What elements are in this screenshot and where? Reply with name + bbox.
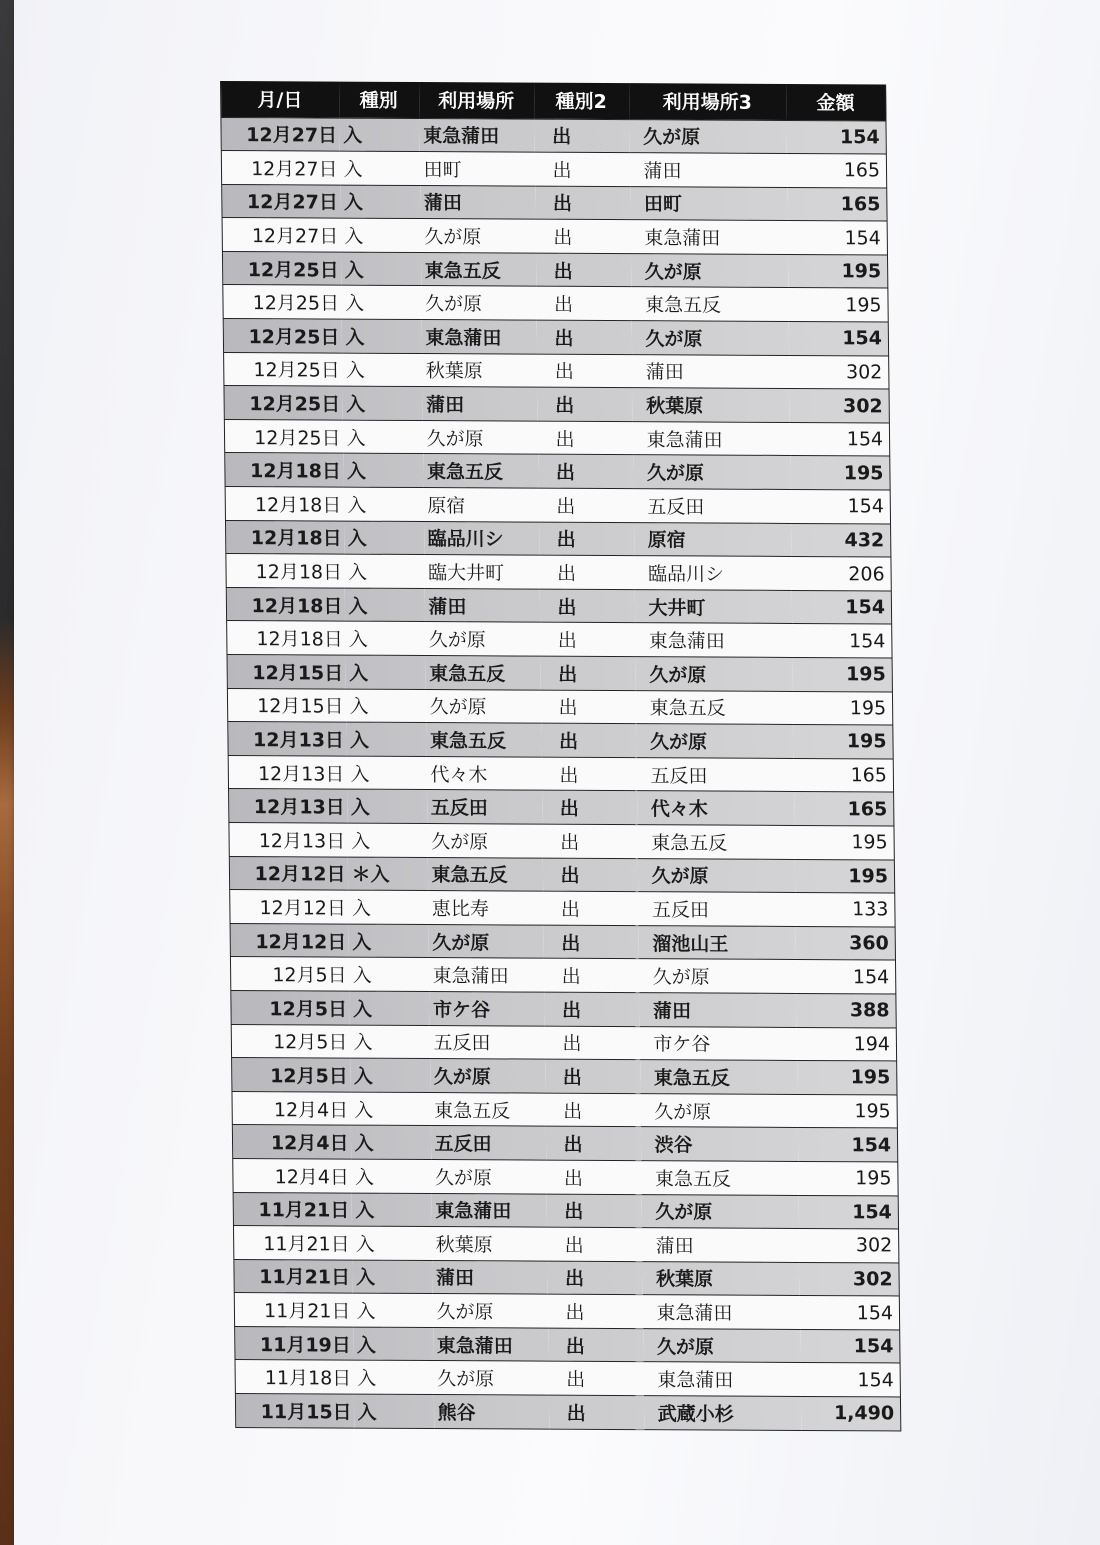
- cell-date: 12月4日: [273, 1098, 349, 1122]
- cell-type: 入: [354, 1099, 374, 1122]
- cell-amount: 154: [842, 327, 883, 350]
- cell-type: 入: [348, 595, 368, 618]
- table-row: [235, 1326, 900, 1363]
- cell-type2: 出: [565, 1301, 585, 1324]
- cell-amount: 206: [848, 562, 885, 585]
- table-row: [228, 722, 893, 759]
- cell-amount: 154: [845, 596, 886, 619]
- cell-place: 五反田: [430, 797, 488, 820]
- table-row: [222, 184, 887, 221]
- cell-date: 11月21日: [263, 1233, 350, 1256]
- cell-amount: 154: [852, 1201, 892, 1224]
- cell-place: 田町: [423, 158, 462, 182]
- cell-place3: 東急蒲田: [657, 1369, 734, 1392]
- cell-date: 11月21日: [258, 1199, 350, 1222]
- cell-place: 東急五反: [431, 864, 508, 887]
- cell-place: 久が原: [432, 931, 490, 954]
- cell-type2: 出: [557, 629, 577, 653]
- cell-place: 代々木: [430, 763, 488, 786]
- cell-amount: 165: [840, 193, 881, 216]
- cell-date: 12月25日: [252, 292, 340, 315]
- table-row: [229, 822, 894, 859]
- cell-date: 11月18日: [264, 1367, 352, 1390]
- cell-amount: 195: [843, 461, 884, 485]
- cell-type: 入: [344, 225, 364, 248]
- cell-type: 入: [346, 393, 366, 416]
- cell-date: 12月18日: [254, 493, 342, 517]
- cell-type: 入: [346, 460, 367, 483]
- cell-type2: 出: [565, 1335, 586, 1358]
- table-row: [233, 1192, 898, 1229]
- cell-place3: 久が原: [656, 1335, 715, 1359]
- cell-date: 11月21日: [259, 1266, 351, 1290]
- cell-place: 市ケ谷: [432, 998, 491, 1022]
- cell-place3: 大井町: [648, 596, 706, 620]
- cell-place3: 五反田: [650, 764, 708, 788]
- cell-type2: 出: [557, 596, 577, 619]
- cell-type: 入: [343, 192, 364, 215]
- cell-amount: 195: [845, 294, 882, 317]
- cell-date: 11月15日: [260, 1400, 352, 1424]
- cell-date: 12月25日: [253, 359, 340, 383]
- cell-type: 入: [356, 1334, 376, 1357]
- cell-place3: 久が原: [645, 328, 703, 351]
- table-body: [221, 117, 901, 1431]
- cell-type2: 出: [563, 1167, 584, 1190]
- table-row: [227, 688, 892, 725]
- cell-place3: 蒲田: [645, 361, 684, 384]
- cell-date: 12月5日: [269, 997, 348, 1021]
- cell-place: 東急蒲田: [435, 1200, 512, 1223]
- cell-place3: 東急五反: [653, 1067, 730, 1090]
- cell-type: 入: [350, 763, 370, 786]
- cell-amount: 154: [847, 495, 884, 518]
- cell-type2: 出: [564, 1201, 584, 1224]
- cell-date: 12月27日: [246, 191, 339, 215]
- cell-amount: 154: [839, 126, 880, 149]
- table-row: [223, 285, 888, 322]
- cell-date: 11月21日: [263, 1300, 351, 1323]
- cell-type: 入: [345, 360, 365, 383]
- cell-type2: 出: [552, 126, 572, 149]
- cell-place3: 東急蒲田: [648, 630, 726, 653]
- cell-place3: 東急蒲田: [644, 227, 721, 250]
- cell-place: 東急五反: [429, 730, 507, 753]
- header-row: [221, 81, 886, 120]
- cell-amount: 302: [842, 394, 883, 417]
- cell-type2: 出: [566, 1368, 586, 1392]
- cell-place: 東急蒲田: [425, 326, 502, 350]
- cell-type2: 出: [561, 965, 581, 988]
- cell-type: 入: [352, 931, 372, 954]
- table-row: [223, 319, 888, 356]
- cell-type: 入: [346, 427, 366, 450]
- cell-type: 入: [343, 124, 363, 148]
- cell-amount: 195: [851, 831, 888, 854]
- cell-place3: 秋葉原: [646, 395, 704, 418]
- cell-type: 入: [347, 528, 367, 551]
- cell-amount: 360: [848, 932, 889, 955]
- cell-type2: 出: [555, 428, 575, 451]
- cell-type: 入: [349, 696, 369, 719]
- cell-place3: 久が原: [643, 126, 701, 149]
- cell-date: 12月18日: [251, 594, 343, 618]
- cell-place: 原宿: [427, 494, 466, 518]
- cell-type: 入: [347, 561, 368, 584]
- cell-place: 久が原: [426, 427, 484, 450]
- table-row: [232, 1125, 897, 1162]
- cell-type2: 出: [564, 1234, 584, 1257]
- table-row: [222, 251, 887, 288]
- table-row: [222, 218, 887, 255]
- table-row: [224, 419, 889, 456]
- cell-amount: 302: [845, 361, 883, 384]
- cell-type2: 出: [562, 1066, 582, 1089]
- table-row: [231, 990, 896, 1027]
- cell-type: 入: [354, 1132, 374, 1155]
- cell-place3: 東急五反: [644, 294, 722, 317]
- cell-type2: 出: [558, 663, 578, 686]
- table-row: [234, 1259, 899, 1296]
- cell-date: 12月25日: [249, 393, 341, 416]
- cell-type2: 出: [558, 697, 578, 720]
- cell-amount: 154: [851, 1133, 892, 1157]
- header-place3: 利用場所3: [662, 91, 752, 115]
- cell-place: 臨大井町: [427, 562, 505, 585]
- cell-place3: 蒲田: [655, 1235, 694, 1258]
- cell-type2: 出: [563, 1133, 583, 1156]
- cell-date: 12月25日: [254, 426, 341, 450]
- cell-place: 蒲田: [423, 192, 463, 215]
- cell-place: 臨品川シ: [427, 528, 504, 551]
- cell-amount: 154: [853, 1335, 894, 1358]
- cell-amount: 195: [848, 865, 889, 888]
- cell-type2: 出: [561, 932, 581, 955]
- cell-type2: 出: [560, 865, 580, 888]
- table-row: [226, 554, 891, 591]
- table-row: [229, 856, 894, 893]
- table-row: [224, 352, 889, 389]
- cell-place: 五反田: [434, 1133, 492, 1156]
- cell-type: 入: [350, 796, 370, 819]
- cell-place3: 渋谷: [654, 1134, 693, 1157]
- header-type2: 種別2: [555, 91, 607, 114]
- cell-type: 入: [355, 1267, 376, 1290]
- cell-place3: 東急蒲田: [646, 428, 723, 452]
- table-row: [230, 890, 895, 927]
- cell-amount: 165: [847, 797, 888, 821]
- table-row: [221, 151, 886, 188]
- cell-place: 東急五反: [429, 662, 506, 686]
- table-row: [232, 1058, 897, 1095]
- cell-type: 入: [349, 729, 370, 752]
- cell-place3: 蒲田: [643, 160, 682, 183]
- cell-place: 東急蒲田: [436, 1334, 513, 1358]
- cell-place: 五反田: [433, 1032, 491, 1055]
- cell-date: 12月4日: [274, 1165, 350, 1189]
- cell-date: 12月15日: [257, 695, 344, 718]
- cell-type: 入: [351, 830, 371, 853]
- header-type: 種別: [359, 89, 398, 113]
- cell-place3: 久が原: [655, 1201, 713, 1224]
- cell-type: 入: [349, 662, 369, 685]
- cell-amount: 432: [844, 529, 885, 552]
- cell-type2: 出: [562, 1033, 582, 1056]
- cell-date: 12月13日: [253, 796, 345, 819]
- cell-place: 久が原: [431, 830, 489, 854]
- cell-amount: 133: [852, 898, 889, 921]
- cell-type: 入: [347, 494, 367, 517]
- cell-type: 入: [357, 1401, 377, 1424]
- cell-place3: 五反田: [651, 899, 710, 922]
- cell-type2: 出: [554, 361, 574, 384]
- cell-type2: 出: [563, 1100, 583, 1123]
- cell-type2: 出: [556, 495, 576, 518]
- cell-date: 12月12日: [255, 930, 347, 954]
- cell-place3: 原宿: [647, 529, 686, 552]
- cell-date: 12月18日: [256, 628, 343, 651]
- cell-place3: 五反田: [647, 496, 705, 519]
- cell-amount: 195: [845, 663, 886, 686]
- table-row: [227, 621, 892, 658]
- cell-type2: 出: [556, 562, 577, 585]
- cell-type: 入: [344, 259, 364, 282]
- cell-date: 12月27日: [246, 124, 338, 147]
- cell-date: 12月12日: [254, 863, 346, 886]
- cell-place3: 東急五反: [651, 831, 728, 855]
- cell-place: 久が原: [436, 1301, 494, 1324]
- cell-amount: 195: [841, 260, 882, 283]
- header-date: 月/日: [257, 89, 303, 112]
- cell-amount: 154: [846, 428, 884, 451]
- cell-place3: 久が原: [646, 462, 705, 485]
- table-row: [233, 1158, 898, 1195]
- table-row: [225, 487, 890, 524]
- cell-place3: 田町: [643, 193, 683, 216]
- cell-type2: 出: [552, 193, 573, 216]
- table-row: [232, 1091, 897, 1128]
- cell-date: 12月27日: [251, 158, 338, 181]
- cell-date: 12月18日: [249, 460, 342, 483]
- cell-type: 入: [353, 1065, 373, 1088]
- cell-place: 東急蒲田: [432, 965, 509, 988]
- cell-amount: 195: [849, 697, 887, 720]
- cell-place: 秋葉原: [435, 1233, 493, 1257]
- cell-type: 入: [352, 998, 373, 1021]
- cell-type: ＊入: [351, 863, 390, 887]
- cell-place: 蒲田: [428, 595, 467, 618]
- cell-place3: 東急五反: [649, 697, 726, 720]
- cell-place3: 秋葉原: [655, 1268, 714, 1291]
- cell-type2: 出: [554, 327, 574, 350]
- transit-history-table: [220, 81, 901, 1431]
- cell-type2: 出: [553, 293, 574, 317]
- cell-amount: 195: [846, 730, 887, 753]
- cell-place: 久が原: [424, 293, 483, 316]
- cell-type: 入: [354, 1166, 375, 1189]
- cell-amount: 194: [853, 1033, 891, 1056]
- cell-type2: 出: [553, 260, 573, 283]
- cell-type2: 出: [561, 999, 582, 1022]
- table-header: [221, 81, 886, 120]
- table-row: [230, 957, 895, 994]
- cell-type: 入: [355, 1233, 375, 1256]
- cell-type: 入: [353, 1031, 373, 1055]
- cell-type2: 出: [556, 529, 576, 552]
- table-row: [225, 453, 890, 490]
- table-row: [224, 386, 889, 423]
- cell-place3: 久が原: [644, 260, 702, 284]
- cell-type2: 出: [559, 764, 579, 787]
- cell-date: 12月25日: [247, 258, 339, 282]
- cell-date: 12月5日: [272, 964, 347, 987]
- cell-place3: 代々木: [650, 798, 708, 821]
- cell-type: 入: [351, 897, 372, 920]
- table-row: [226, 587, 891, 624]
- cell-date: 12月27日: [251, 225, 339, 248]
- cell-date: 12月13日: [258, 829, 346, 853]
- cell-place3: 臨品川シ: [647, 563, 725, 586]
- table-row: [235, 1394, 900, 1431]
- cell-place3: 久が原: [652, 966, 710, 989]
- cell-type: 入: [356, 1300, 376, 1323]
- cell-place: 東急五反: [434, 1099, 511, 1122]
- cell-date: 12月15日: [252, 661, 344, 685]
- cell-amount: 195: [854, 1100, 891, 1123]
- cell-place: 久が原: [434, 1166, 493, 1190]
- cell-place3: 久が原: [654, 1100, 712, 1124]
- cell-place: 秋葉原: [425, 360, 483, 383]
- cell-date: 12月4日: [270, 1132, 349, 1155]
- cell-type: 入: [348, 628, 368, 651]
- cell-amount: 154: [848, 629, 886, 653]
- cell-type: 入: [345, 326, 365, 349]
- cell-date: 12月13日: [252, 729, 345, 752]
- table-row: [228, 755, 893, 792]
- cell-place3: 久が原: [649, 731, 708, 754]
- cell-amount: 302: [855, 1234, 893, 1257]
- cell-date: 12月13日: [257, 762, 345, 786]
- cell-amount: 154: [857, 1369, 894, 1392]
- cell-place3: 久が原: [649, 664, 707, 687]
- cell-amount: 388: [849, 999, 890, 1022]
- cell-place3: 武蔵小杉: [657, 1403, 734, 1426]
- cell-type2: 出: [558, 730, 579, 753]
- cell-place3: 蒲田: [652, 999, 692, 1023]
- cell-place: 久が原: [429, 696, 487, 719]
- cell-place: 東急蒲田: [423, 125, 500, 148]
- cell-place: 熊谷: [437, 1401, 476, 1425]
- cell-type: 入: [344, 292, 365, 316]
- header-amount: 金額: [816, 92, 855, 115]
- cell-type2: 出: [555, 461, 576, 485]
- cell-type: 入: [343, 158, 363, 181]
- cell-type2: 出: [560, 898, 581, 921]
- cell-type2: 出: [560, 831, 580, 854]
- transit-history-table-container: [220, 81, 900, 1431]
- cell-date: 12月18日: [250, 527, 342, 551]
- cell-place3: 東急蒲田: [656, 1302, 733, 1325]
- cell-place: 東急五反: [426, 461, 504, 484]
- cell-place: 東急五反: [424, 259, 501, 283]
- table-row: [234, 1293, 899, 1330]
- cell-date: 12月5日: [273, 1031, 348, 1054]
- cell-date: 12月25日: [248, 325, 340, 349]
- cell-place: 蒲田: [435, 1267, 475, 1290]
- table-row: [230, 923, 895, 960]
- cell-date: 12月5日: [269, 1065, 348, 1088]
- cell-place3: 久が原: [651, 865, 709, 888]
- cell-type2: 出: [559, 797, 579, 820]
- cell-place: 久が原: [424, 226, 482, 249]
- cell-type2: 出: [555, 394, 575, 417]
- cell-place3: 市ケ谷: [653, 1033, 711, 1056]
- cell-type: 入: [357, 1367, 377, 1390]
- table-row: [235, 1360, 900, 1397]
- table-row: [227, 654, 892, 691]
- cell-amount: 165: [843, 159, 881, 182]
- cell-amount: 302: [852, 1268, 893, 1291]
- cell-amount: 165: [850, 764, 888, 787]
- cell-place3: 溜池山王: [652, 932, 729, 956]
- cell-type2: 出: [553, 226, 573, 249]
- table-row: [231, 1024, 896, 1061]
- cell-amount: 154: [844, 226, 881, 250]
- cell-place: 蒲田: [426, 394, 465, 417]
- cell-place: 久が原: [437, 1368, 495, 1391]
- cell-amount: 195: [850, 1066, 891, 1089]
- cell-type2: 出: [566, 1402, 586, 1425]
- cell-amount: 1,490: [833, 1402, 895, 1425]
- cell-type: 入: [355, 1199, 375, 1223]
- cell-type: 入: [352, 964, 372, 987]
- cell-place: 久が原: [433, 1065, 491, 1089]
- cell-place3: 東急五反: [654, 1167, 732, 1191]
- table-row: [229, 789, 894, 826]
- cell-date: 12月12日: [259, 897, 347, 920]
- cell-amount: 154: [852, 965, 890, 989]
- cell-date: 11月19日: [259, 1333, 351, 1357]
- cell-amount: 154: [856, 1301, 894, 1325]
- cell-type2: 出: [564, 1268, 585, 1291]
- cell-place: 恵比寿: [431, 898, 490, 921]
- table-row: [221, 117, 886, 154]
- cell-date: 12月18日: [255, 561, 343, 584]
- table-row: [233, 1226, 898, 1263]
- cell-amount: 195: [855, 1167, 892, 1190]
- cell-type2: 出: [552, 159, 572, 182]
- table-row: [225, 520, 890, 557]
- cell-place: 久が原: [428, 629, 486, 652]
- header-place: 利用場所: [438, 90, 515, 113]
